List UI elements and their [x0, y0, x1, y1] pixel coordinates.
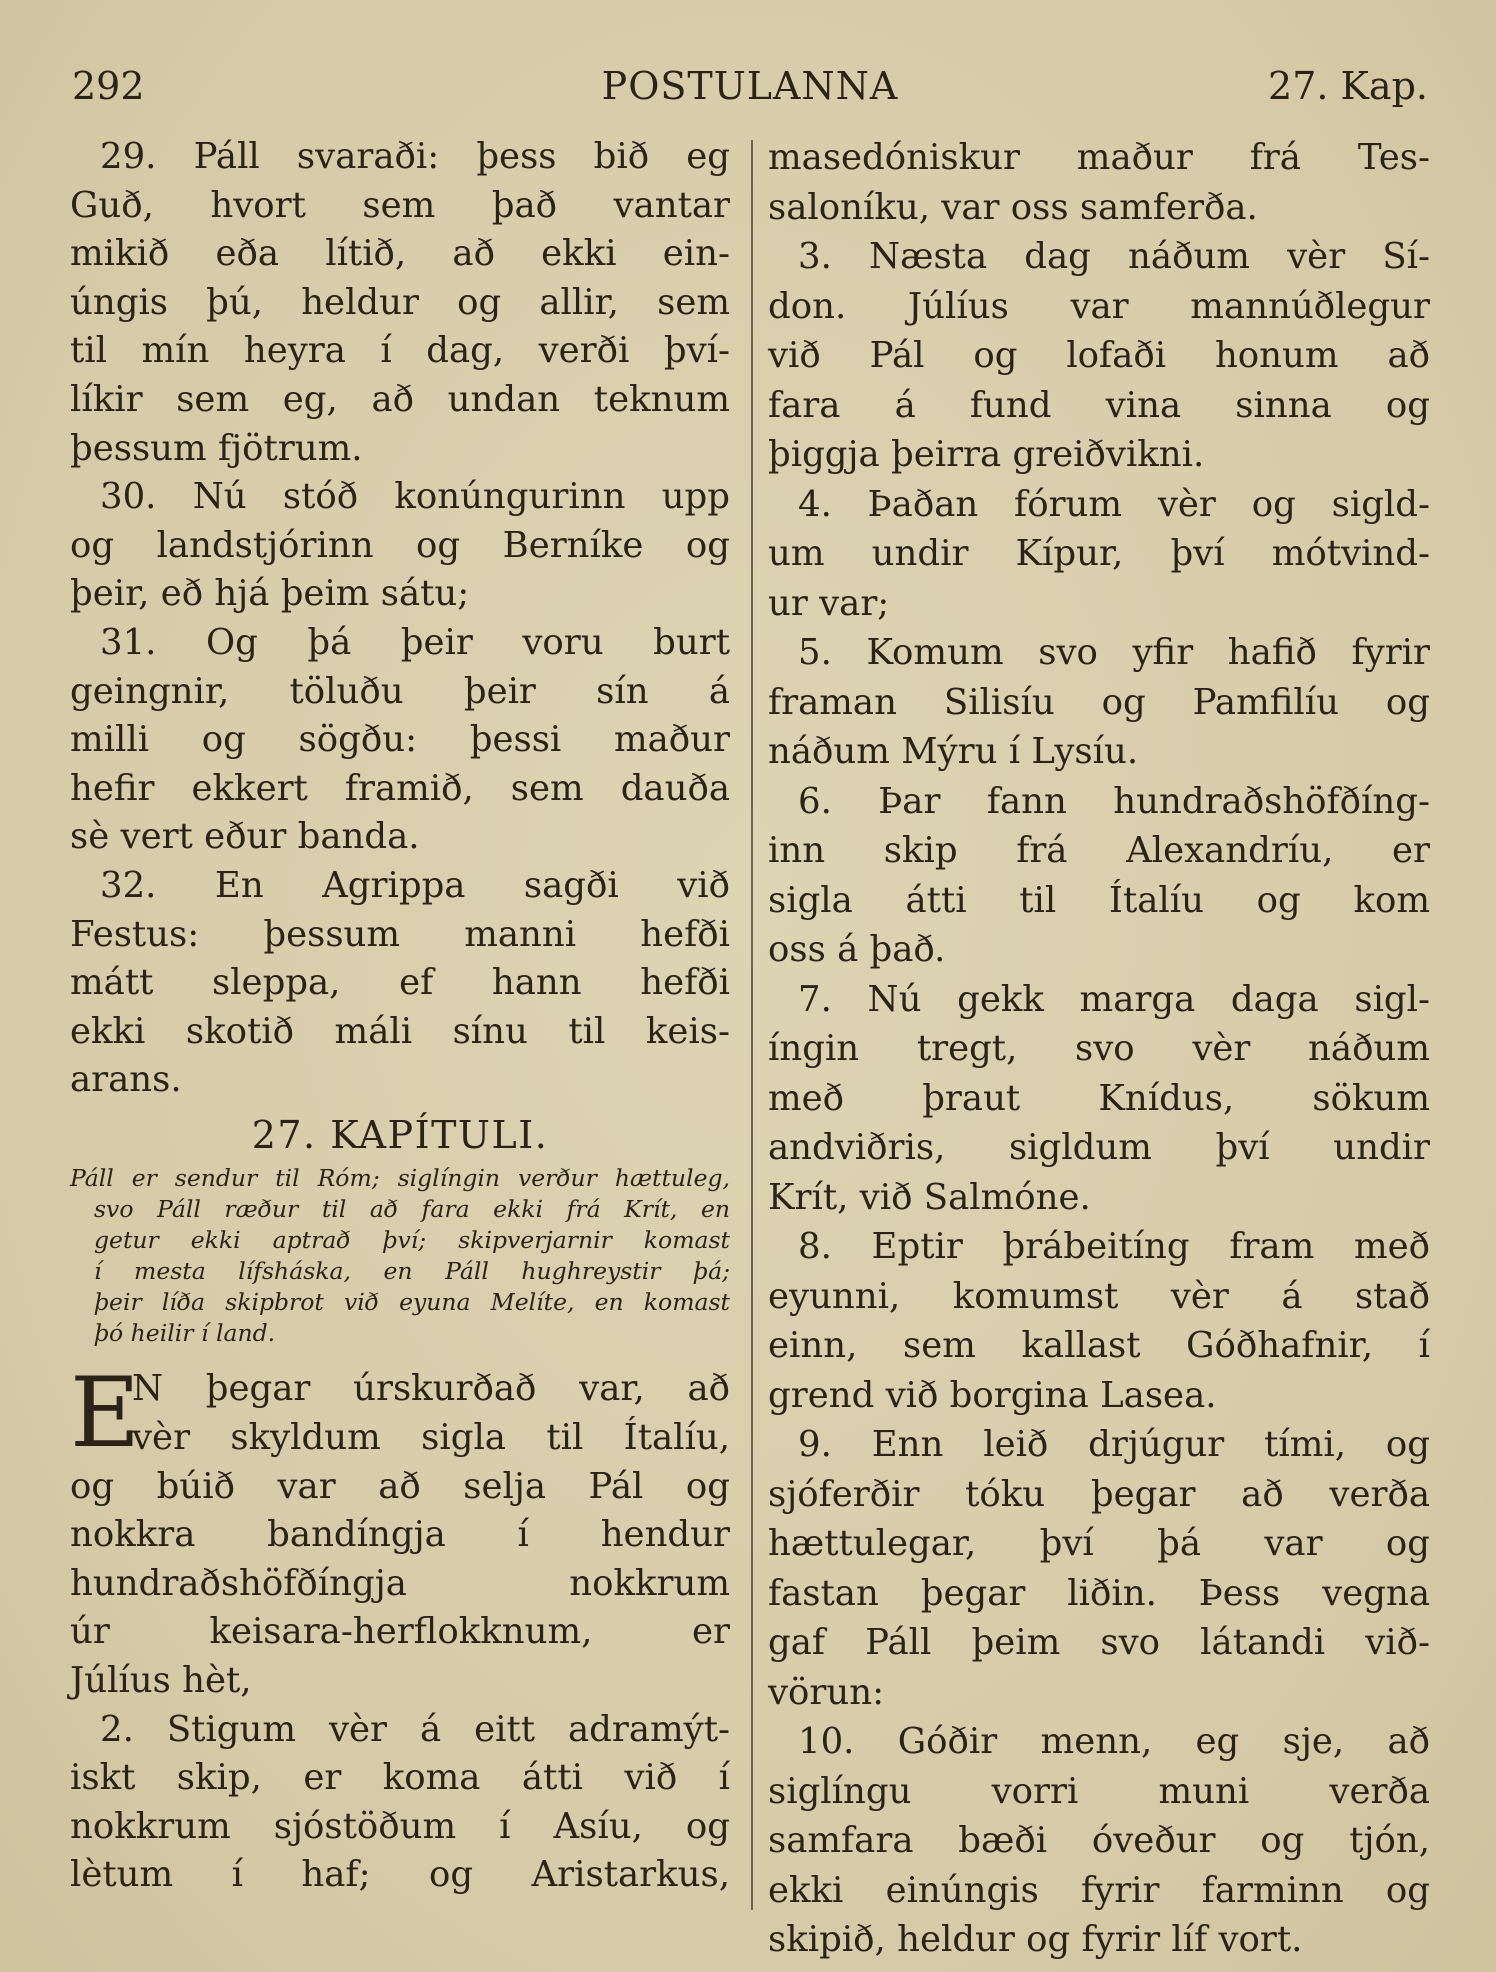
text-line: ekki einúngis fyrir farminn og: [768, 1869, 1430, 1911]
text-line: og búið var að selja Pál og: [70, 1465, 730, 1507]
text-line: Festus: þessum manni hefði: [70, 913, 730, 955]
text-line: til mín heyra í dag, verði því-: [70, 330, 730, 372]
column-divider: [751, 140, 753, 1910]
text-line: hundraðshöfðíngja nokkrum: [70, 1562, 730, 1604]
text-line: geingnir, töluðu þeir sín á: [70, 670, 730, 712]
text-line: þessum fjötrum.: [70, 427, 363, 469]
verse-paragraph: [768, 480, 1430, 629]
text-line: skipið, heldur og fyrir líf vort.: [768, 1919, 1303, 1960]
text-line: vörun:: [768, 1671, 885, 1713]
verse-paragraph: [768, 1420, 1430, 1717]
text-line: mikið eða lítið, að ekki ein-: [70, 233, 730, 275]
text-line: 5. Komum svo yfir hafið fyrir: [798, 632, 1430, 673]
verse-paragraph: [70, 133, 730, 473]
text-line: og landstjórinn og Berníke og: [70, 524, 730, 566]
chapter-heading: 27. KAPÍTULI.: [251, 1112, 549, 1157]
text-line: fastan þegar liðin. Þess vegna: [768, 1572, 1430, 1614]
text-line: Guð, hvort sem það vantar: [70, 184, 730, 226]
text-line: siglíngu vorri muni verða: [768, 1770, 1430, 1812]
text-line: 31. Og þá þeir voru burt: [100, 621, 730, 663]
text-line: milli og sögðu: þessi maður: [70, 719, 730, 761]
text-line: úngis þú, heldur og allir, sem: [70, 281, 730, 323]
text-line: 6. Þar fann hundraðshöfðíng-: [798, 780, 1430, 822]
text-line: masedóniskur maður frá Tes-: [768, 137, 1430, 178]
text-line: Krít, við Salmóne.: [768, 1176, 1091, 1218]
chapter-reference: 27. Kap.: [1268, 64, 1428, 108]
text-line: með þraut Knídus, sökum: [768, 1077, 1430, 1119]
chapter-summary: [70, 1163, 730, 1349]
summary-line: í mesta lífsháska, en Páll hughreystir þá;: [94, 1257, 730, 1286]
verse-paragraph: [768, 628, 1430, 777]
verse-paragraph: [768, 1222, 1430, 1420]
verse-paragraph: [768, 232, 1430, 480]
text-line: lètum í haf; og Aristarkus,: [70, 1854, 730, 1896]
text-line: inn skip frá Alexandríu, er: [768, 830, 1430, 871]
drop-cap-paragraph: [70, 1357, 730, 1705]
text-line: hættulegar, því þá var og: [768, 1523, 1430, 1564]
right-column: [768, 133, 1430, 1965]
verse-paragraph: [768, 1717, 1430, 1965]
text-line: iskt skip, er koma átti við í: [70, 1757, 730, 1799]
running-title: POSTULANNA: [601, 64, 899, 108]
text-line: náðum Mýru í Lysíu.: [768, 731, 1139, 772]
text-line: saloníku, var oss samferða.: [768, 186, 1258, 228]
text-line: 9. Enn leið drjúgur tími, og: [798, 1424, 1430, 1465]
text-line: don. Júlíus var mannúðlegur: [768, 285, 1430, 327]
verse-paragraph: [70, 1706, 730, 1900]
text-line: 7. Nú gekk marga daga sigl-: [798, 978, 1430, 1020]
running-header: [72, 64, 1428, 114]
text-line: sjóferðir tóku þegar að verða: [768, 1473, 1430, 1515]
verse-paragraph: [70, 862, 730, 1105]
page-number: 292: [72, 64, 145, 108]
text-line: grend við borgina Lasea.: [768, 1374, 1217, 1416]
text-line: mátt sleppa, ef hann hefði: [70, 962, 730, 1004]
text-line: sè vert eður banda.: [70, 816, 420, 858]
text-line: úr keisara-herflokknum, er: [70, 1611, 730, 1653]
summary-line: Páll er sendur til Róm; siglíngin verður hættuleg,: [70, 1164, 730, 1193]
text-line: sigla átti til Ítalíu og kom: [768, 879, 1430, 921]
text-line: gaf Páll þeim svo látandi við-: [768, 1622, 1430, 1663]
verse-paragraph: [768, 777, 1430, 975]
text-line: hefir ekkert framið, sem dauða: [70, 767, 730, 809]
summary-line: svo Páll ræður til að fara ekki frá Krít, en: [94, 1195, 730, 1224]
text-line: vèr skyldum sigla til Ítalíu,: [132, 1417, 730, 1459]
text-line: nokkrum sjóstöðum í Asíu, og: [70, 1805, 730, 1847]
text-line: 32. En Agrippa sagði við: [100, 864, 730, 906]
text-line: um undir Kípur, því mótvind-: [768, 533, 1430, 574]
text-line: 10. Góðir menn, eg sje, að: [798, 1721, 1430, 1762]
text-line: 8. Eptir þrábeitíng fram með: [798, 1226, 1430, 1267]
summary-line: þó heilir í land.: [94, 1319, 276, 1348]
text-line: Júlíus hèt,: [70, 1660, 252, 1702]
text-line: nokkra bandíngja í hendur: [70, 1514, 730, 1556]
text-line: 29. Páll svaraði: þess bið eg: [100, 136, 730, 177]
verse-paragraph: [768, 133, 1430, 232]
text-line: 3. Næsta dag náðum vèr Sí-: [798, 236, 1430, 277]
text-line: eyunni, komumst vèr á stað: [768, 1275, 1430, 1317]
text-line: oss á það.: [768, 929, 946, 970]
verse-paragraph: [768, 975, 1430, 1223]
text-line: N þegar úrskurðað var, að: [132, 1368, 730, 1410]
text-line: við Pál og lofaði honum að: [768, 335, 1430, 376]
summary-line: getur ekki aptrað því; skipverjarnir komast: [94, 1226, 730, 1255]
text-line: 4. Þaðan fórum vèr og sigld-: [798, 483, 1430, 525]
text-line: einn, sem kallast Góðhafnir, í: [768, 1325, 1430, 1366]
verse-paragraph: [70, 473, 730, 619]
text-line: 30. Nú stóð konúngurinn upp: [100, 476, 730, 518]
text-line: íngin tregt, svo vèr náðum: [768, 1028, 1430, 1069]
text-line: ur var;: [768, 582, 890, 624]
text-line: ekki skotið máli sínu til keis-: [70, 1010, 730, 1052]
text-line: þeir, eð hjá þeim sátu;: [70, 573, 470, 615]
text-line: líkir sem eg, að undan teknum: [70, 378, 730, 420]
text-line: þiggja þeirra greiðvikni.: [768, 434, 1205, 475]
text-line: 2. Stigum vèr á eitt adramýt-: [100, 1708, 730, 1750]
verse-paragraph: [70, 619, 730, 862]
text-line: samfara bæði óveður og tjón,: [768, 1820, 1430, 1861]
text-line: framan Silisíu og Pamfilíu og: [768, 681, 1430, 723]
text-line: fara á fund vina sinna og: [768, 384, 1430, 426]
left-column: [70, 133, 730, 1900]
drop-cap-letter: E: [70, 1357, 141, 1470]
text-line: arans.: [70, 1059, 182, 1101]
text-line: andviðris, sigldum því undir: [768, 1127, 1430, 1168]
summary-line: þeir líða skipbrot við eyuna Melíte, en komast: [94, 1288, 730, 1317]
